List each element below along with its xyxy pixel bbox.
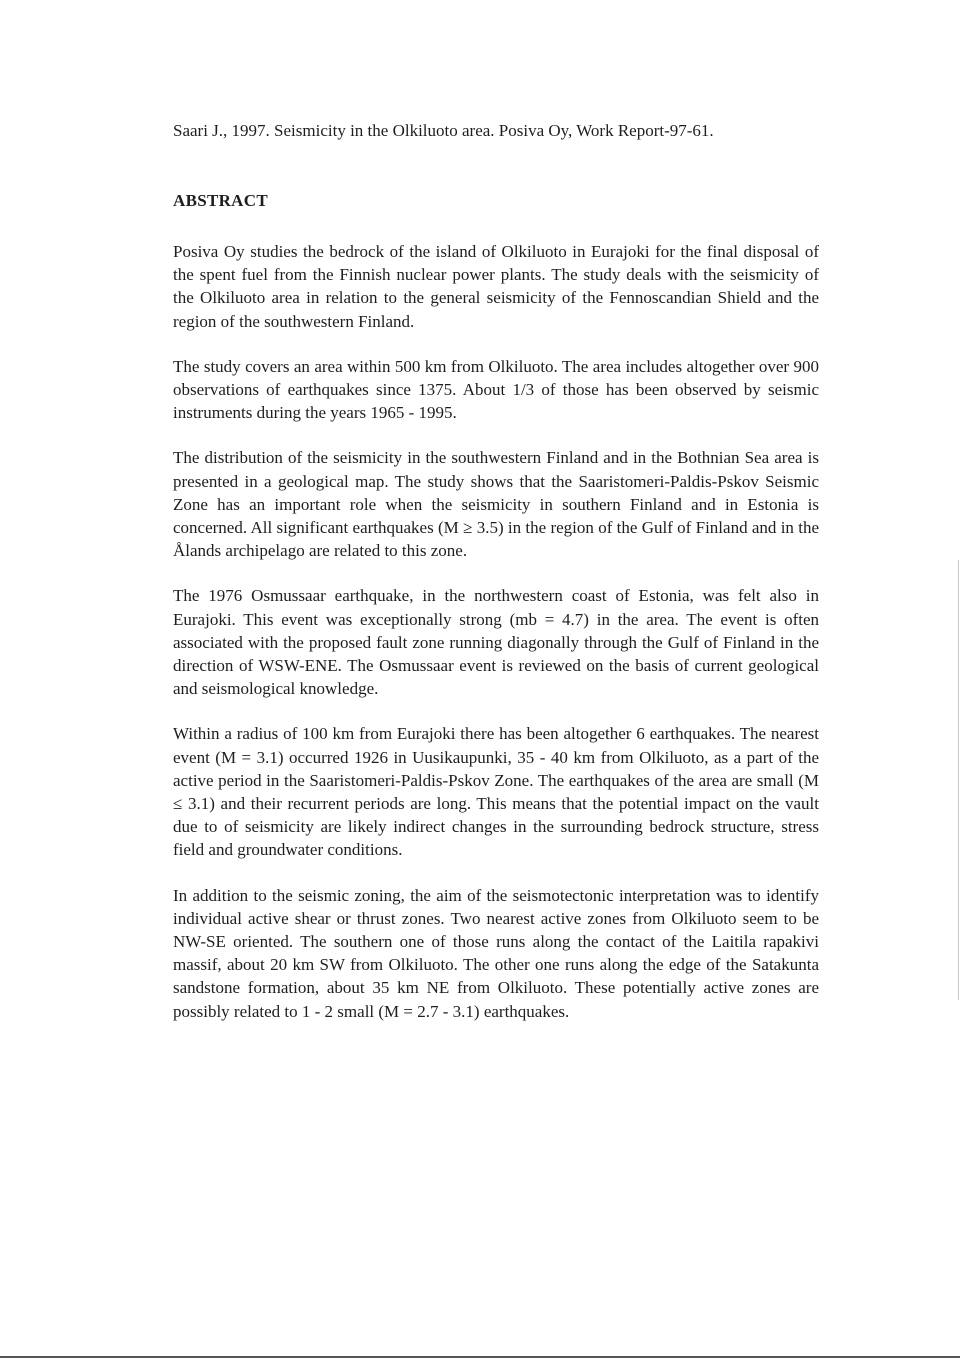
abstract-body: [173, 240, 819, 1045]
scan-bottom-edge: [0, 1356, 960, 1358]
report-citation: Saari J., 1997. Seismicity in the Olkiluoto area. Posiva Oy, Work Report-97-61.: [173, 121, 714, 140]
abstract-heading: ABSTRACT: [173, 191, 268, 210]
abstract-paragraph-6: In addition to the seismic zoning, the aim of the seismotectonic interpretation was to identify individual active shear or thrust zones. Two nearest active zones from Olkiluoto seem to be NW-SE oriented. The southern one of those runs along the contact of the Laitila rapakivi massif, about 20 km SW from Olkiluoto. The other one runs along the edge of the Satakunta sandstone formation, about 35 km NE from Olkiluoto. These potentially active zones are possibly related to 1 - 2 small (M = 2.7 - 3.1) earthquakes.: [173, 885, 819, 1021]
scan-edge-mark: [958, 560, 959, 1000]
abstract-paragraph-4: The 1976 Osmussaar earthquake, in the northwestern coast of Estonia, was felt also in Eurajoki. This event was exceptionally strong (mb = 4.7) in the area. The event is often associated with the proposed fault zone running diagonally through the Gulf of Finland in the direction of WSW-ENE. The Osmussaar event is reviewed on the basis of current geological and seismological knowledge.: [173, 586, 819, 699]
abstract-paragraph-1: Posiva Oy studies the bedrock of the island of Olkiluoto in Eurajoki for the final disposal of the spent fuel from the Finnish nuclear power plants. The study deals with the seismicity of the Olkiluoto area in relation to the general seismicity of the Fennoscandian Shield and the region of the southwestern Finland.: [173, 242, 819, 331]
abstract-paragraph-2: The study covers an area within 500 km from Olkiluoto. The area includes altogether over 900 observations of earthquakes since 1375. About 1/3 of those has been observed by seismic instruments during the years 1965 - 1995.: [173, 356, 819, 423]
abstract-paragraph-5: Within a radius of 100 km from Eurajoki there has been altogether 6 earthquakes. The nearest event (M = 3.1) occurred 1926 in Uusikaupunki, 35 - 40 km from Olkiluoto, as a part of the active period in the Saaristomeri-Paldis-Pskov Zone. The earthquakes of the area are small (M ≤ 3.1) and their recurrent periods are long. This means that the potential impact on the vault due to of seismicity are likely indirect changes in the surrounding bedrock structure, stress field and groundwater conditions.: [173, 724, 819, 860]
abstract-paragraph-3: The distribution of the seismicity in the southwestern Finland and in the Bothnian Sea area is presented in a geological map. The study shows that the Saaristomeri-Paldis-Pskov Seismic Zone has an important role when the seismicity in southern Finland and in Estonia is concerned. All significant earthquakes (M ≥ 3.5) in the region of the Gulf of Finland and in the Ålands archipelago are related to this zone.: [173, 448, 819, 561]
